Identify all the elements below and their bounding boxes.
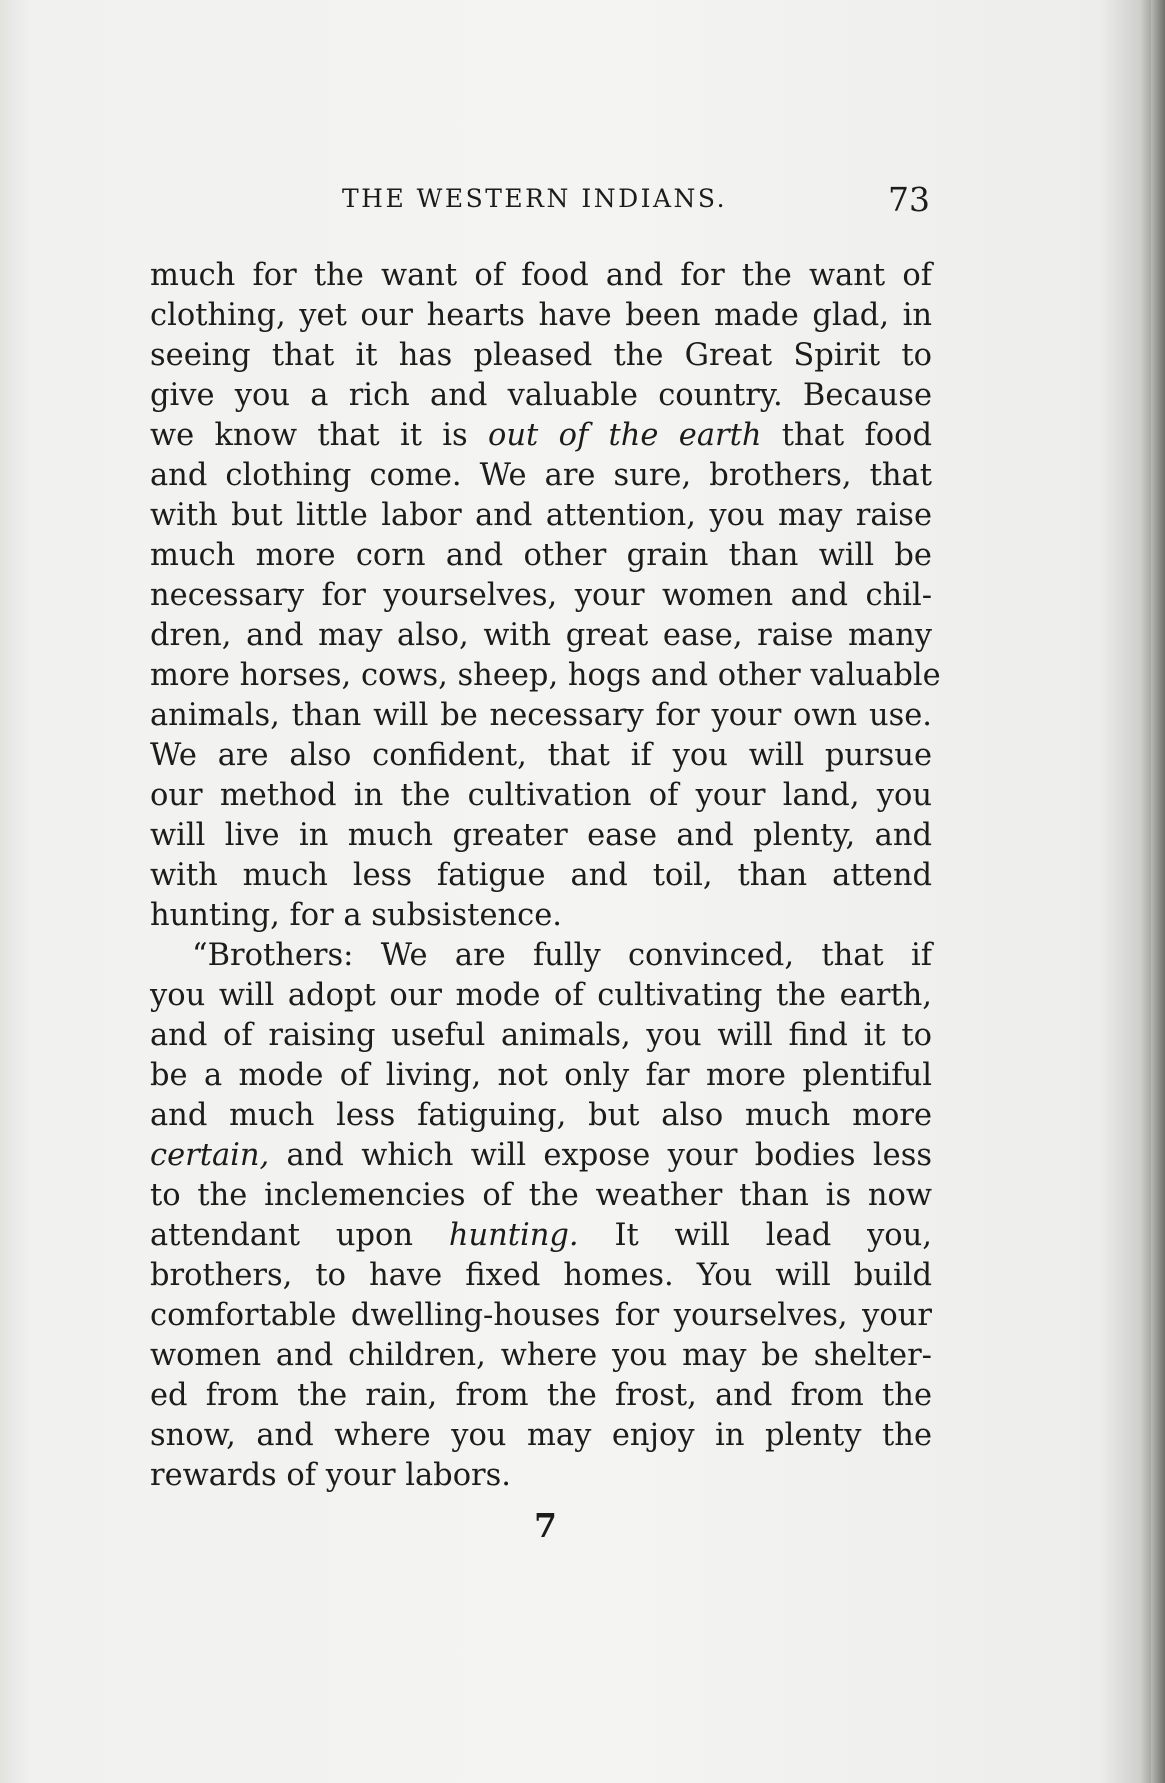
text-run: our method in the cultivation of your land, you xyxy=(150,778,932,813)
text-run: give you a rich and valuable country. Because xyxy=(150,378,932,413)
text-run: necessary for yourselves, your women and chil- xyxy=(150,578,932,613)
text-run: seeing that it has pleased the Great Spirit to xyxy=(150,338,932,373)
text-line xyxy=(150,1136,932,1176)
text-run: brothers, to have fixed homes. You will build xyxy=(150,1258,932,1293)
text-line xyxy=(150,656,941,696)
text-line xyxy=(150,976,932,1016)
text-line xyxy=(150,896,932,936)
text-run: we know that it is xyxy=(150,418,489,453)
text-run: dren, and may also, with great ease, raise many xyxy=(150,618,932,653)
running-head-title: THE WESTERN INDIANS. xyxy=(342,184,728,213)
text-line xyxy=(150,256,932,296)
paragraph xyxy=(150,936,932,1496)
text-run: will live in much greater ease and plenty, and xyxy=(150,818,932,853)
text-run: more horses, cows, sheep, hogs and other valuable xyxy=(150,658,941,693)
text-line xyxy=(150,1336,932,1376)
text-line xyxy=(150,856,932,896)
text-line xyxy=(150,416,932,456)
body-text xyxy=(150,256,941,1496)
text-line xyxy=(150,296,932,336)
text-line xyxy=(150,1416,932,1456)
text-run: with but little labor and attention, you may raise xyxy=(150,498,932,533)
text-run: and much less fatiguing, but also much more xyxy=(150,1098,932,1133)
text-line xyxy=(150,1216,932,1256)
text-run: much more corn and other grain than will be xyxy=(150,538,932,573)
signature-mark: 7 xyxy=(534,1506,557,1545)
text-run: hunting, for a subsistence. xyxy=(150,898,562,933)
text-run: be a mode of living, not only far more plentiful xyxy=(150,1058,932,1093)
text-line xyxy=(150,1296,932,1336)
text-run: with much less fatigue and toil, than attend xyxy=(150,858,932,893)
text-line xyxy=(150,696,932,736)
text-line xyxy=(150,1456,932,1496)
text-line xyxy=(150,576,932,616)
text-line xyxy=(150,376,932,416)
text-line xyxy=(150,1256,932,1296)
text-run: and of raising useful animals, you will find it to xyxy=(150,1018,932,1053)
text-run: attendant upon xyxy=(150,1218,449,1253)
page-number: 73 xyxy=(888,180,930,219)
paragraph xyxy=(150,256,941,936)
text-run: comfortable dwelling-houses for yourselves, your xyxy=(150,1298,932,1333)
italic-text: out of the earth xyxy=(488,418,762,453)
text-run: and which will expose your bodies less xyxy=(269,1138,932,1173)
text-line xyxy=(150,1176,932,1216)
text-run: to the inclemencies of the weather than is now xyxy=(150,1178,932,1213)
text-line xyxy=(150,456,932,496)
text-run: animals, than will be necessary for your own use. xyxy=(150,698,932,733)
text-run: “Brothers: We are fully convinced, that if xyxy=(192,938,932,973)
italic-text: certain, xyxy=(150,1138,270,1173)
text-run: ed from the rain, from the frost, and from the xyxy=(150,1378,932,1413)
text-line xyxy=(150,816,932,856)
running-head xyxy=(150,180,930,220)
text-line xyxy=(150,336,932,376)
text-run: much for the want of food and for the want of xyxy=(150,258,932,293)
text-run: We are also confident, that if you will pursue xyxy=(150,738,932,773)
text-line xyxy=(150,776,932,816)
italic-text: hunting. xyxy=(448,1218,579,1253)
text-line xyxy=(150,1096,932,1136)
text-line xyxy=(150,936,932,976)
page-edge-shadow xyxy=(1151,0,1165,1783)
text-run: women and children, where you may be shelter- xyxy=(150,1338,932,1373)
text-run: you will adopt our mode of cultivating the earth, xyxy=(150,978,932,1013)
text-run: clothing, yet our hearts have been made glad, in xyxy=(150,298,932,333)
text-run: that food xyxy=(761,418,932,453)
text-run: snow, and where you may enjoy in plenty the xyxy=(150,1418,932,1453)
text-line xyxy=(150,1016,932,1056)
text-line xyxy=(150,616,932,656)
text-line xyxy=(150,536,932,576)
text-line xyxy=(150,1376,932,1416)
text-line xyxy=(150,496,932,536)
text-run: and clothing come. We are sure, brothers, that xyxy=(150,458,932,493)
text-run: It will lead you, xyxy=(578,1218,933,1253)
text-line xyxy=(150,736,932,776)
text-line xyxy=(150,1056,932,1096)
text-run: rewards of your labors. xyxy=(150,1458,511,1493)
